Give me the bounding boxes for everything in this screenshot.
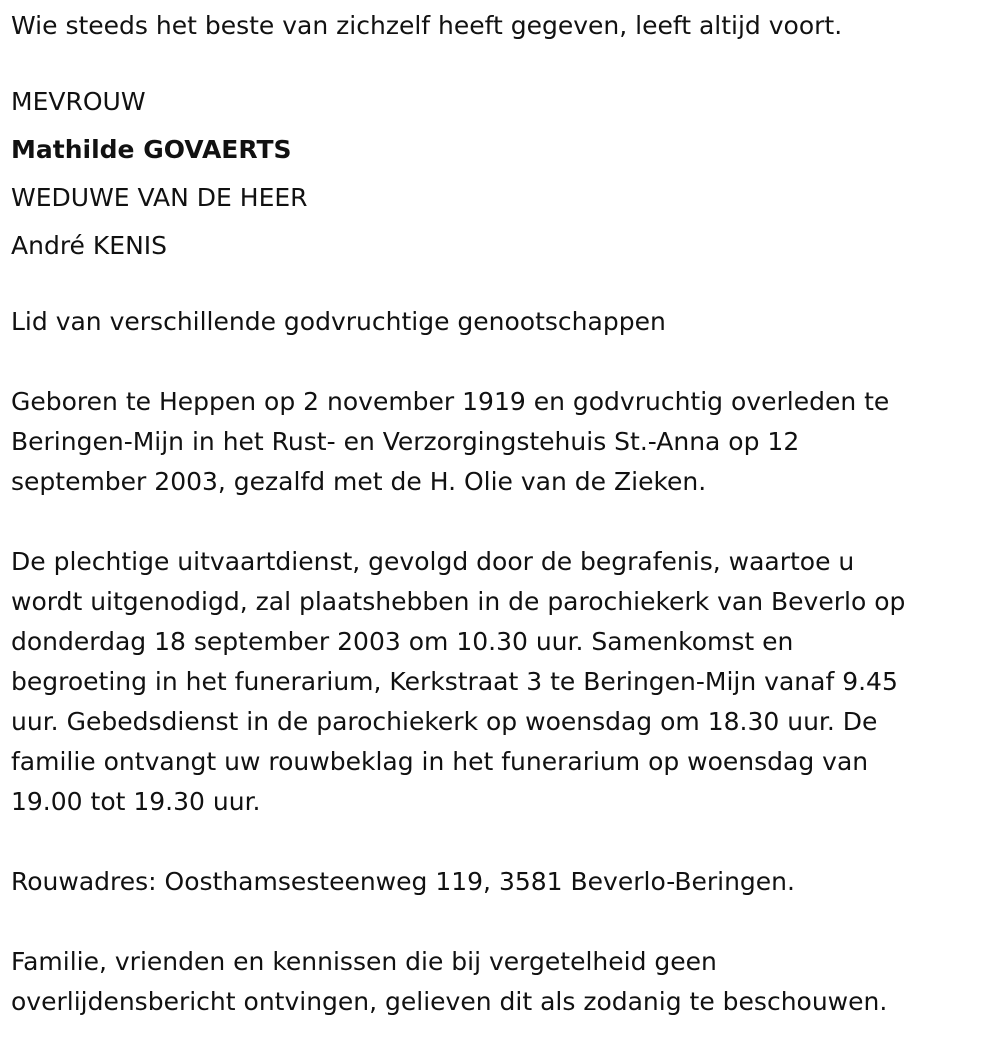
spouse-name: André KENIS [11,231,168,260]
paragraph-line: De plechtige uitvaartdienst, gevolgd door de begrafenis, waartoe u [11,547,855,576]
paragraph-line: Beringen-Mijn in het Rust- en Verzorgingstehuis St.-Anna op 12 [11,427,800,456]
spacer [11,902,986,942]
closing-paragraph [11,942,986,1022]
spacer [11,270,986,302]
mourning-address: Rouwadres: Oosthamsesteenweg 119, 3581 Beverlo-Beringen. [11,867,795,896]
paragraph-line: september 2003, gezalfd met de H. Olie van de Zieken. [11,467,707,496]
paragraph-line: overlijdensbericht ontvingen, gelieven dit als zodanig te beschouwen. [11,987,888,1016]
deceased-title: MEVROUW [11,87,146,116]
spacer [11,502,986,542]
paragraph-line: 19.00 tot 19.30 uur. [11,787,261,816]
deceased-block [11,78,986,270]
motto: Wie steeds het beste van zichzelf heeft gegeven, leeft altijd voort. [11,11,843,40]
paragraph-line: Geboren te Heppen op 2 november 1919 en godvruchtig overleden te [11,387,890,416]
birth-death-paragraph [11,382,986,502]
paragraph-line: wordt uitgenodigd, zal plaatshebben in de parochiekerk van Beverlo op [11,587,906,616]
membership: Lid van verschillende godvruchtige genootschappen [11,307,666,336]
obituary-notice [11,6,986,1022]
service-paragraph [11,542,986,822]
deceased-name: Mathilde GOVAERTS [11,135,292,164]
paragraph-line: begroeting in het funerarium, Kerkstraat 3 te Beringen-Mijn vanaf 9.45 [11,667,898,696]
paragraph-line: uur. Gebedsdienst in de parochiekerk op woensdag om 18.30 uur. De [11,707,878,736]
spacer [11,342,986,382]
spacer [11,822,986,862]
spacer [11,46,986,78]
paragraph-line: familie ontvangt uw rouwbeklag in het funerarium op woensdag van [11,747,869,776]
deceased-relation: WEDUWE VAN DE HEER [11,183,308,212]
paragraph-line: donderdag 18 september 2003 om 10.30 uur. Samenkomst en [11,627,794,656]
paragraph-line: Familie, vrienden en kennissen die bij vergetelheid geen [11,947,717,976]
